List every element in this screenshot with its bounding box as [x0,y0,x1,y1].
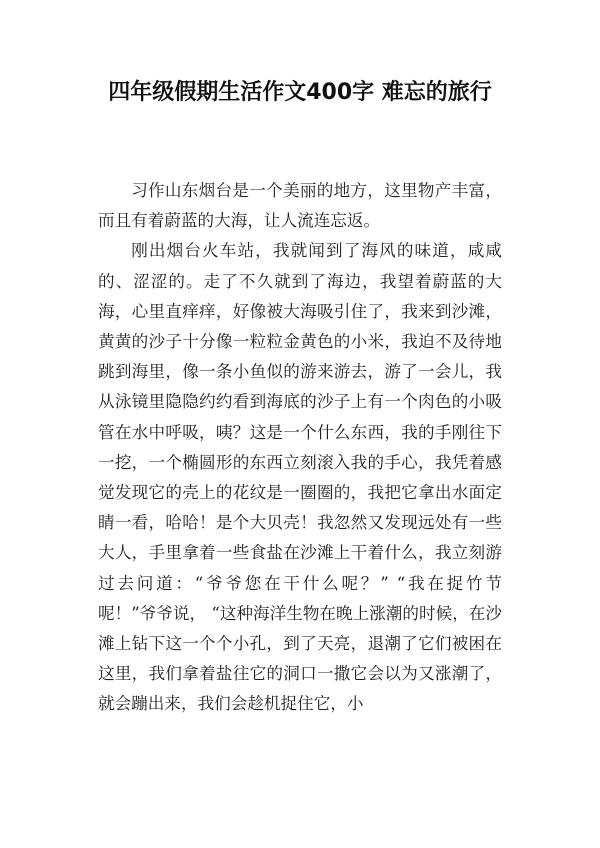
paragraph-1: 习作山东烟台是一个美丽的地方，这里物产丰富，而且有着蔚蓝的大海，让人流连忘返。 [98,181,502,231]
document-body [98,176,502,720]
document-title: 四年级假期生活作文400字 难忘的旅行 [108,80,492,105]
paragraph-2: 刚出烟台火车站，我就闻到了海风的味道，咸咸的、涩涩的。走了不久就到了海边，我望着蔚蓝的大海，心里直痒痒，好像被大海吸引住了，我来到沙滩，黄黄的沙子十分像一粒粒金黄色的小米，我迫不及待地跳到海里，像一条小鱼似的游来游去，游了一会儿，我从泳镜里隐隐约约看到海底的沙子上有一个肉色的小吸管在水中呼吸，咦？这是一个什么东西，我的手刚往下一挖，一个椭圆形的东西立刻滚入我的手心，我凭着感觉发现它的壳上的花纹是一圈圈的，我把它拿出水面定睛一看，哈哈！是个大贝壳！我忽然又发现远处有一些大人，手里拿着一些食盐在沙滩上干着什么，我立刻游过去问道：“爷爷您在干什么呢？” “我在捉竹节呢！”爷爷说， “这种海洋生物在晚上涨潮的时候，在沙滩上钻下这一个个小孔，到了天亮，退潮了它们被困在这里，我们拿着盐往它的洞口一撒它会以为又涨潮了，就会蹦出来，我们会趁机捉住它，小 [98,241,502,714]
